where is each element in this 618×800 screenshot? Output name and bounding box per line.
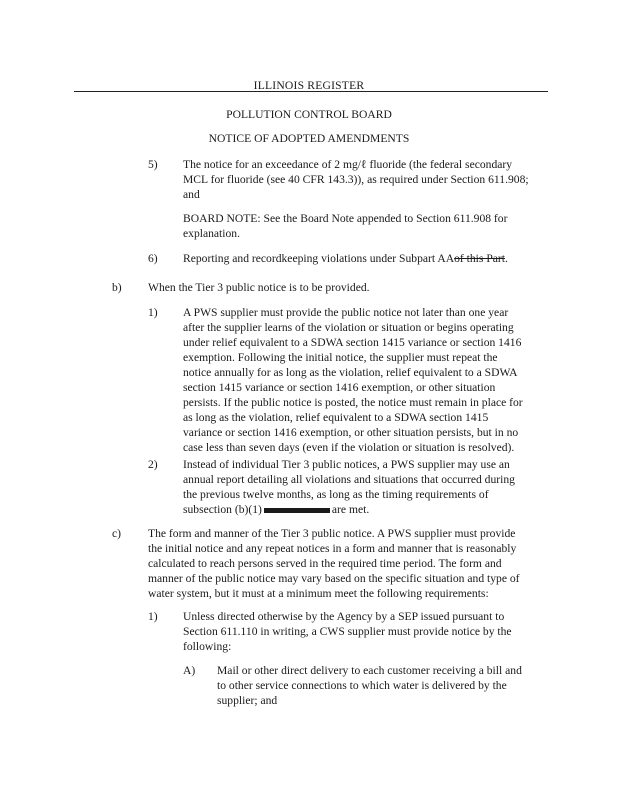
item-5-line-3: and <box>183 188 200 201</box>
item-b2-line-3: the previous twelve months, as long as the timing requirements of <box>183 488 489 501</box>
item-b2-line-2: annual report detailing all violations and situations that occurred during <box>183 473 515 486</box>
item-6-struck: of this Part <box>454 252 505 265</box>
item-b1-line-5: notice annually for as long as the violation, relief equivalent to a SDWA <box>183 366 518 379</box>
item-b1-line-1: A PWS supplier must provide the public notice not later than one year <box>183 306 509 319</box>
item-cA-line-1: Mail or other direct delivery to each customer receiving a bill and <box>217 664 522 677</box>
section-c-line-1: The form and manner of the Tier 3 public notice. A PWS supplier must provide <box>148 527 516 540</box>
item-cA-label: A) <box>183 664 196 677</box>
section-c-line-3: calculated to reach persons served in the required time period. The form and <box>148 557 502 570</box>
item-6-main: Reporting and recordkeeping violations under Subpart AA <box>183 252 455 265</box>
item-6-end: . <box>505 252 508 265</box>
item-b2-subsection-ref: subsection (b)(1) <box>183 503 262 516</box>
item-b2-line-1: Instead of individual Tier 3 public notices, a PWS supplier may use an <box>183 458 510 471</box>
redaction-mark <box>264 508 330 513</box>
notice-title: NOTICE OF ADOPTED AMENDMENTS <box>208 132 410 145</box>
item-5-label: 5) <box>148 158 158 171</box>
item-5-line-2: MCL for fluoride (see 40 CFR 143.3)), as required under Section 611.908; <box>183 173 529 186</box>
item-c1-line-1: Unless directed otherwise by the Agency by a SEP issued pursuant to <box>183 610 505 623</box>
item-b1-line-9: variance or section 1416 exemption, or other situation persists, but in no <box>183 426 519 439</box>
item-b1-line-7: persists. If the public notice is posted, the notice must remain in place for <box>183 396 523 409</box>
section-c-line-4: manner of the public notice may vary based on the specific situation and type of <box>148 572 520 585</box>
section-c-line-2: the initial notice and any repeat notices in a form and manner that is reasonably <box>148 542 517 555</box>
register-title: ILLINOIS REGISTER <box>253 79 365 92</box>
item-b2-label: 2) <box>148 458 158 471</box>
item-b1-line-6: section 1415 variance or section 1416 exemption, or other situation <box>183 381 496 394</box>
section-c-label: c) <box>112 527 122 540</box>
board-note-line-2: explanation. <box>183 227 240 240</box>
board-note-line-1: BOARD NOTE: See the Board Note appended to Section 611.908 for <box>183 212 508 225</box>
item-6-text <box>183 251 508 266</box>
item-c1-line-3: following: <box>183 640 232 653</box>
item-b1-line-3: under relief equivalent to a SDWA section 1415 variance or section 1416 <box>183 336 522 349</box>
section-b-text: When the Tier 3 public notice is to be provided. <box>148 281 370 294</box>
section-b-label: b) <box>112 281 122 294</box>
board-title: POLLUTION CONTROL BOARD <box>226 108 392 121</box>
item-b2-line-4 <box>183 502 369 517</box>
section-c-line-5: water system, but it must at a minimum meet the following requirements: <box>148 587 489 600</box>
item-b1-line-8: as long as the violation, relief equivalent to a SDWA section 1415 <box>183 411 489 424</box>
item-c1-label: 1) <box>148 610 158 623</box>
item-b1-line-2: after the supplier learns of the violation or situation or begins operating <box>183 321 514 334</box>
item-6-label: 6) <box>148 252 158 265</box>
item-c1-line-2: Section 611.110 in writing, a CWS supplier must provide notice by the <box>183 625 512 638</box>
item-b2-end: are met. <box>331 503 370 516</box>
item-cA-line-3: supplier; and <box>217 694 278 707</box>
item-b1-line-4: exemption. Following the initial notice, the supplier must repeat the <box>183 351 498 364</box>
item-5-line-1: The notice for an exceedance of 2 mg/ℓ fluoride (the federal secondary <box>183 158 513 171</box>
item-cA-line-2: to other service connections to which water is delivered by the <box>217 679 507 692</box>
item-b1-label: 1) <box>148 306 158 319</box>
item-b1-line-10: case less than seven days (even if the violation or situation is resolved). <box>183 441 515 454</box>
